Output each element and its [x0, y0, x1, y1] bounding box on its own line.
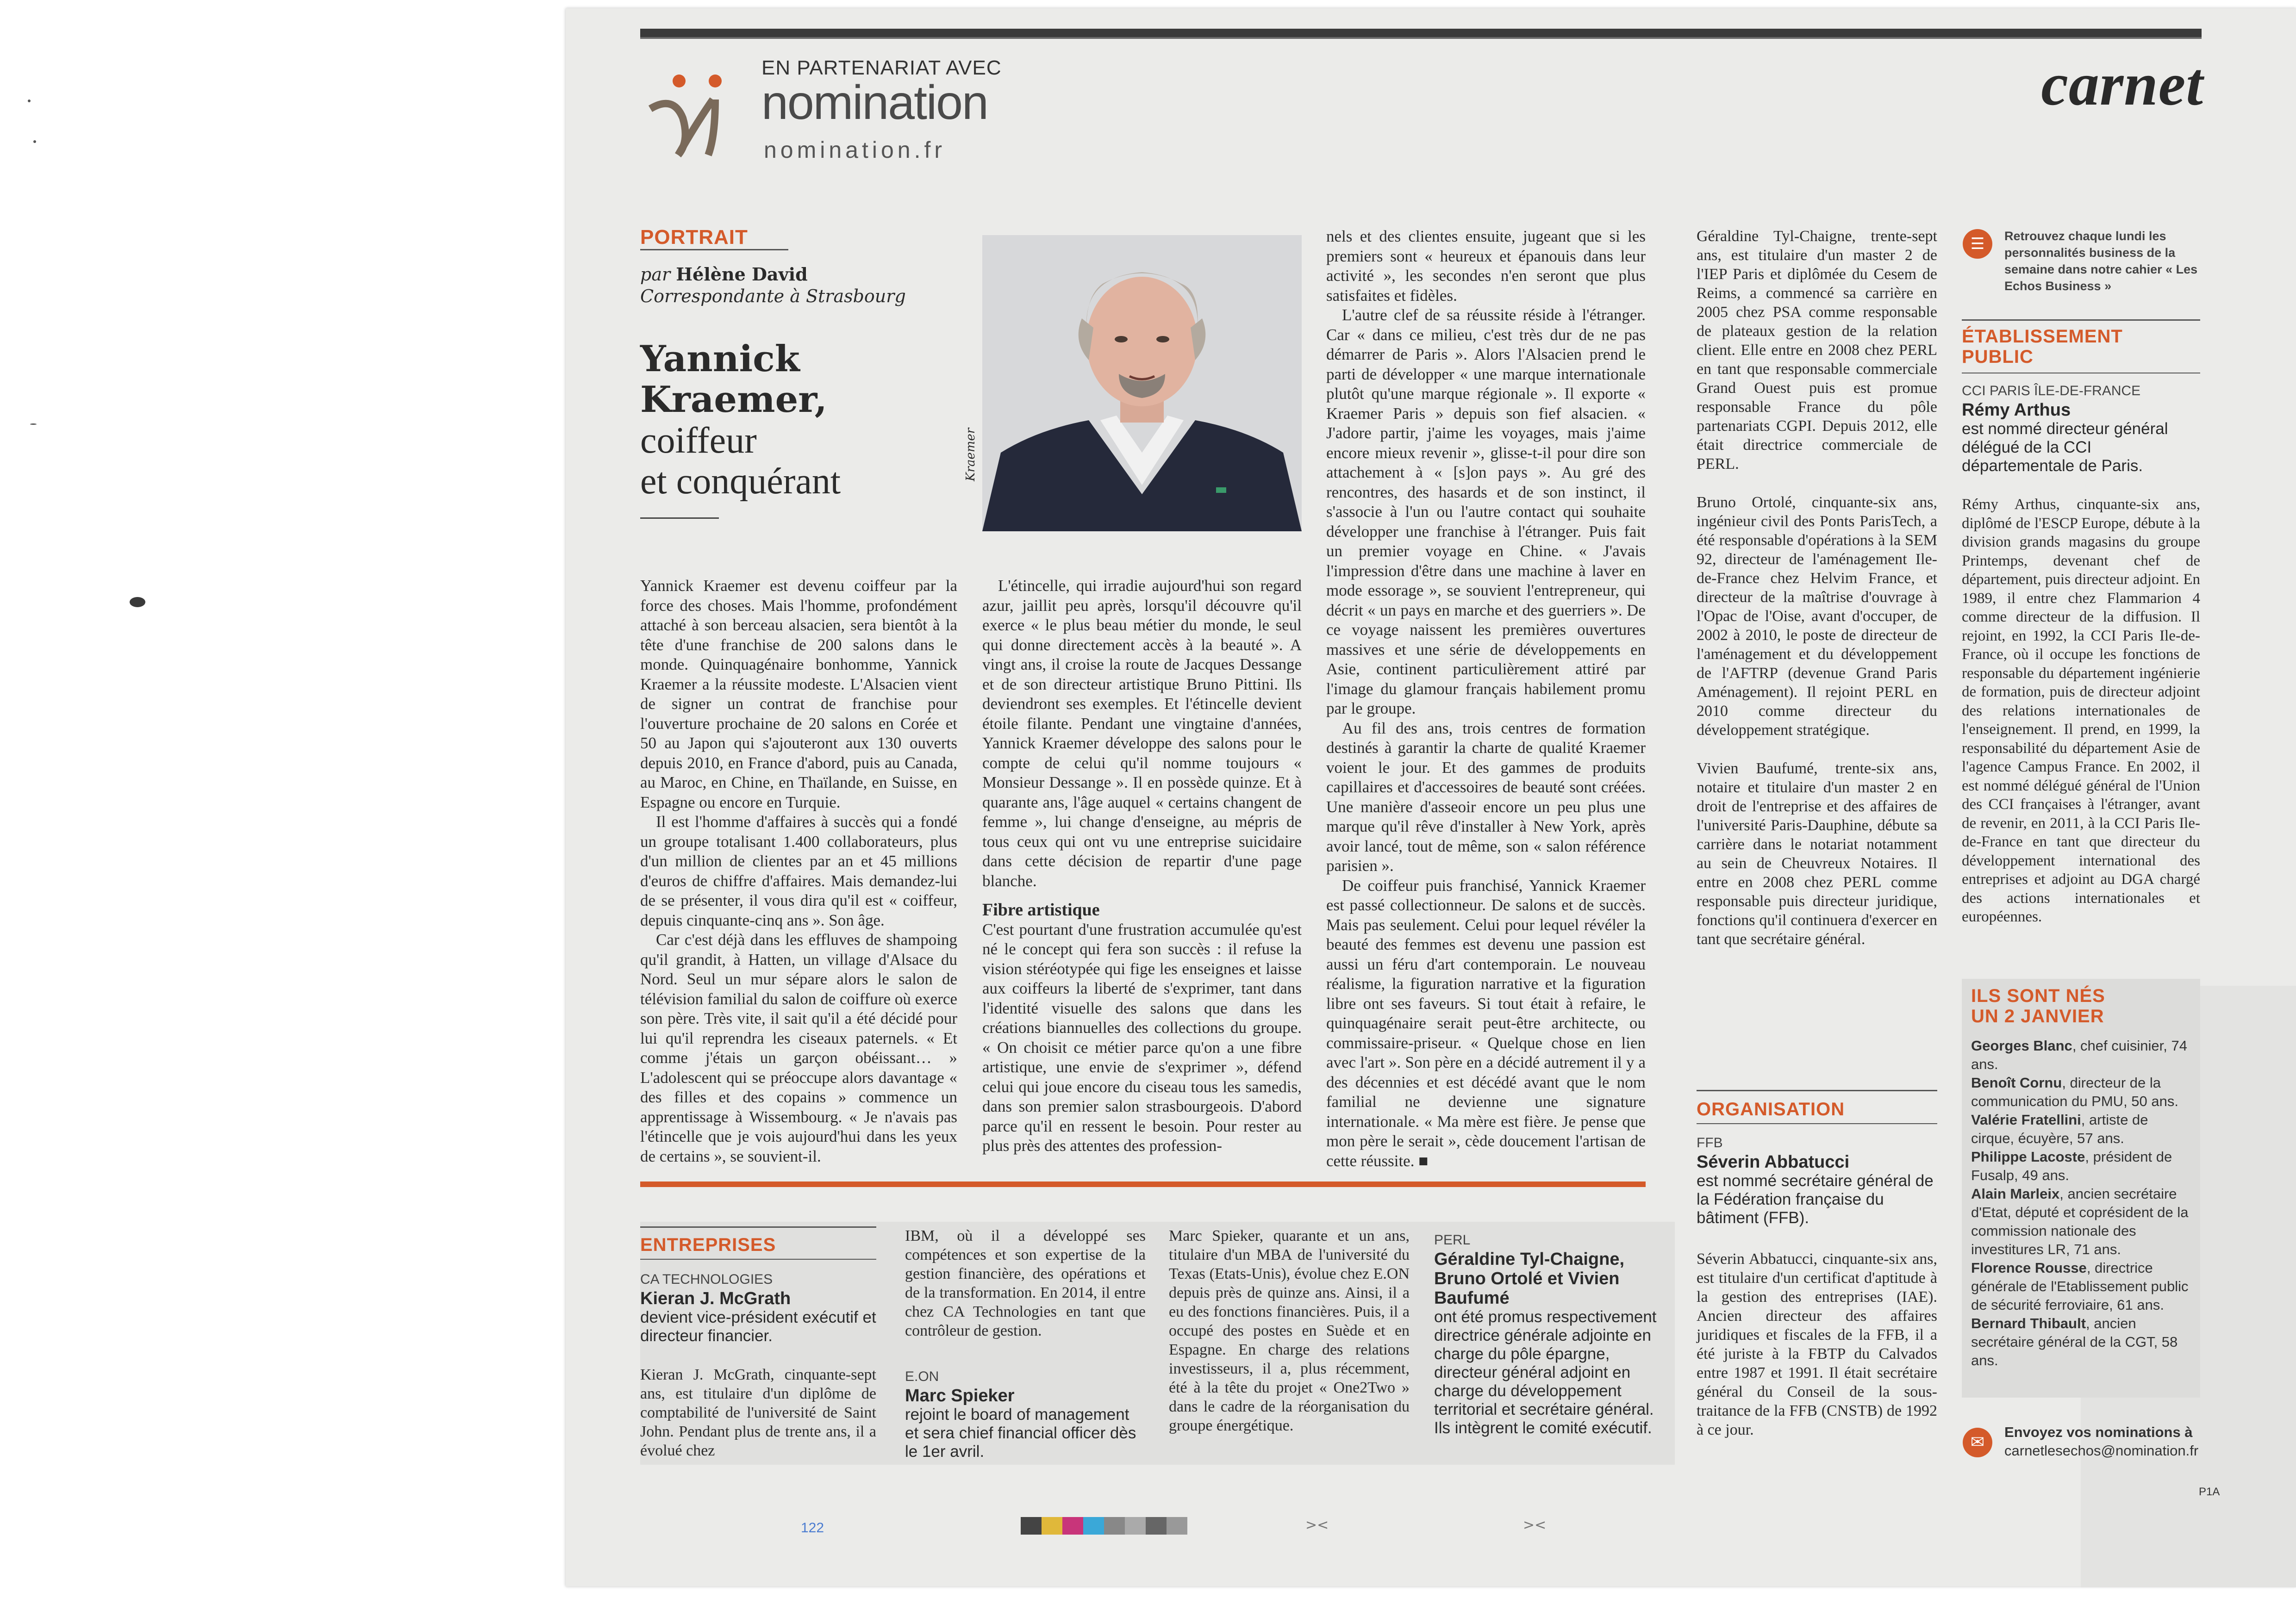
paragraph: De coiffeur puis franchisé, Yannick Kraemer est passé collectionneur. De salons et de succès. Mais pas seulement. Celui pour lequel révéler la beauté des femmes est devenu une passion est aussi un féru d'art contemporain. Le nouveau réalisme, la figuration narrative et la figuration libre ont ses faveurs. Si tout était à refaire, le quinquagénaire serait peut-être architecte, ou commissaire-priseur. « Quelque chose en lien avec l'art ». Son père en a décidé autrement il y a des décennies et est décédé avant que le nom familial ne devienne une signature internationale. « Ma mère est fière. Je pense que mon père le serait », cède doucement l'artisan de cette réussite. ■ — [1326, 876, 1646, 1170]
paragraph: IBM, où il a développé ses compétences et son expertise de la gestion financière, des opérations et de la transformation. En 2014, il entre chez CA Technologies en tant que contrôleur de gestion. — [905, 1227, 1146, 1339]
organisation-who: Séverin Abbatucci — [1697, 1152, 1850, 1172]
section-divider-bar — [640, 1181, 1646, 1187]
birth-entry — [1971, 1314, 2193, 1370]
article-headline — [640, 339, 899, 502]
entreprises-kicker: ENTREPRISES — [640, 1235, 776, 1255]
portrait-kicker: PORTRAIT — [640, 226, 748, 249]
birth-entry — [1971, 1185, 2193, 1259]
registration-mark: >< — [1523, 1517, 1547, 1533]
etab-lead-text: est nommé directeur général délégué de la CCI départementale de Paris. — [1962, 420, 2168, 475]
byline-role: Correspondante à Strasbourg — [640, 286, 906, 306]
mail-text — [2004, 1423, 2203, 1460]
entreprise-1-who: Kieran J. McGrath — [640, 1289, 791, 1308]
logo-wordmark: nomination — [761, 76, 988, 130]
birth-name: Alain Marleix — [1971, 1186, 2060, 1202]
paragraph: Il est l'homme d'affaires à succès qui a fondé un groupe totalisant 1.400 collaborateurs, plus d'un million de clientes par an et 45 millions d'euros de chiffre d'affaires. Mais demandez-lui de se présenter, il vous dira qu'il est « coiffeur, depuis cinquante-cinq ans ». Son âge. — [640, 813, 957, 929]
births-kicker — [1971, 986, 2105, 1026]
organisation-lead — [1697, 1134, 1937, 1227]
header-rule — [640, 37, 2202, 39]
color-swatch — [1083, 1517, 1104, 1535]
paragraph: Car c'est déjà dans les effluves de shampoing qu'il grandit, à Hatten, un village d'Alsace du Nord. Seul un mur sépare alors le salon de télévision familial du salon de coiffure où exerce son père. Très vite, il sait qu'il a été décidé pour lui qu'il reprendra les ciseaux paternels. « Et comme j'étais un garçon obéissant… » L'adolescent qui se préoccupe alors davantage « des filles et des copains » commence un apprentissage à Wissembourg. « Je n'avais pas l'étincelle que je vois aujourd'hui dans les yeux de certains », se souvient-il. — [640, 931, 957, 1165]
etab-kicker-line-2: PUBLIC — [1962, 347, 2034, 367]
organisation-lead-text: est nommé secrétaire général de la Fédération française du bâtiment (FFB). — [1697, 1172, 1934, 1227]
birth-desc: , artiste de cirque, écuyère, 57 ans. — [1971, 1112, 2148, 1146]
byline-author: Hélène David — [676, 264, 808, 285]
entreprises-rule — [640, 1226, 876, 1228]
birth-entry — [1971, 1111, 2193, 1148]
paragraph: Kieran J. McGrath, cinquante-sept ans, est titulaire d'un diplôme de comptabilité de l'université de Saint John. Pendant plus de trente ans, il a évolué chez — [640, 1366, 876, 1459]
birth-desc: , chef cuisinier, 74 ans. — [1971, 1038, 2187, 1072]
entreprise-1-org: CA TECHNOLOGIES — [640, 1272, 773, 1287]
birth-entry — [1971, 1037, 2193, 1074]
color-swatch — [1062, 1517, 1083, 1535]
print-color-bar — [1021, 1517, 1187, 1535]
dust-speck — [30, 423, 37, 425]
birth-desc: , directrice générale de l'Etablissement public de sécurité ferroviaire, 61 ans. — [1971, 1260, 2189, 1313]
color-swatch — [1167, 1517, 1187, 1535]
paragraph: Rémy Arthus, cinquante-six ans, diplômé de l'ESCP Europe, débute à la division grands magasins du groupe Printemps, devenant chef de département, puis directeur adjoint. En 1989, il entre chez Flammarion 4 comme directeur de la diffusion. Il rejoint, en 1992, la CCI Paris Ile-de-France, où il occupe les fonctions de responsable du département ingénierie de formation, puis de directeur adjoint des relations internationales de l'enseignement. Il prend, en 1999, la responsabilité du département Asie de l'agence Campus France. En 2002, il est nommé délégué général de l'Union des CCI françaises à l'étranger, avant de revenir, en 2011, à la CCI Paris Ile-de-France en tant que directeur du développement international des entreprises et adjoint au DGA chargé des actions internationales et européennes. — [1962, 496, 2200, 925]
etab-org: CCI PARIS ÎLE-DE-FRANCE — [1962, 383, 2141, 398]
paragraph: Séverin Abbatucci, cinquante-six ans, est titulaire d'un certificat d'aptitude à la gestion des entreprises (IAE). Ancien directeur des affaires juridiques et fiscales de la FFB, il a été juriste à la FBTP du Calvados entre 1987 et 1991. Il était secrétaire général du Conseil de la sous-traitance de la FFB (CNSTB) de 1992 à ce jour. — [1697, 1250, 1937, 1438]
entreprise-3-lead — [1434, 1231, 1668, 1437]
birth-desc: , directeur de la communication du PMU, 50 ans. — [1971, 1075, 2178, 1109]
birth-name: Florence Rousse — [1971, 1260, 2087, 1276]
mail-address[interactable]: carnetlesechos@nomination.fr — [2004, 1443, 2199, 1459]
etab-kicker-line-1: ÉTABLISSEMENT — [1962, 326, 2123, 347]
dust-speck — [130, 597, 145, 607]
photo-credit: Kraemer — [964, 428, 978, 481]
etab-kicker — [1962, 326, 2123, 367]
color-swatch — [1146, 1517, 1167, 1535]
entreprise-1-lead-text: devient vice-président exécutif et directeur financier. — [640, 1308, 876, 1345]
logo-url: nomination.fr — [764, 137, 946, 163]
registration-mark: >< — [1305, 1517, 1329, 1533]
entreprise-3-org: PERL — [1434, 1232, 1471, 1248]
header-top-rule — [640, 29, 2202, 37]
births-kicker-line-2: UN 2 JANVIER — [1971, 1006, 2104, 1026]
organisation-kicker-rule — [1697, 1123, 1937, 1124]
paragraph: Vivien Baufumé, trente-six ans, notaire et titulaire d'un master 2 en droit de l'entreprise et des affaires de l'université Paris-Dauphine, débute sa carrière dans le notariat notamment au sein de Cheuvreux Notaires. Il entre en 2008 chez PERL comme responsable puis directeur juridique, fonctions qu'il continuera d'exercer en tant que secrétaire général. — [1697, 760, 1937, 948]
mail-title: Envoyez vos nominations à — [2004, 1424, 2193, 1440]
headline-line-3: et conquérant — [640, 461, 841, 502]
article-column-1 — [640, 576, 957, 1166]
organisation-body — [1697, 1250, 1937, 1439]
etab-body — [1962, 495, 2200, 927]
birth-name: Georges Blanc — [1971, 1038, 2072, 1054]
paragraph: Yannick Kraemer est devenu coiffeur par la force des choses. Mais l'homme, profondément attaché à son berceau alsacien, sera bientôt à la tête d'une franchise de 200 salons dans le monde. Quinquagénaire bonhomme, Yannick Kraemer a la réussite modeste. L'Alsacien vient de signer un contrat de franchise pour l'ouverture prochaine de 20 salons en Corée et 50 au Japon qui s'ajouteront aux 130 ouverts depuis 2010, en France d'abord, puis au Canada, au Maroc, en Chine, en Thaïlande, en Suisse, en Espagne ou encore en Turquie. — [640, 577, 957, 811]
birth-name: Philippe Lacoste — [1971, 1149, 2085, 1165]
organisation-kicker: ORGANISATION — [1697, 1099, 1845, 1119]
page-number: 122 — [801, 1520, 824, 1536]
entreprise-2-lead-text: rejoint le board of management et sera chief financial officer dès le 1er avril. — [905, 1405, 1136, 1461]
subheading: Fibre artistique — [982, 900, 1100, 920]
color-swatch — [1021, 1517, 1042, 1535]
paragraph: nels et des clientes ensuite, jugeant que si les premiers sont « heureux et épanouis dans leur activité », les secondes n'en seront que plus satisfaites et fidèles. — [1326, 227, 1646, 305]
entreprise-1-body-cont — [905, 1226, 1146, 1340]
envelope-icon: ✉ — [1963, 1428, 1992, 1457]
portrait-photo — [982, 235, 1302, 531]
paragraph: Bruno Ortolé, cinquante-six ans, ingénieur civil des Ponts ParisTech, a été responsable d'opérations à la SEM 92, directeur de l'aménagement Ile-de-France chez Helvim France, et directeur de la maîtrise d'ouvrage à l'Opac de l'Oise, avant d'occuper, de 2002 à 2010, le poste de directeur de l'aménagement et du développement de l'AFTRP (devenue Grand Paris Aménagement). Il rejoint PERL en 2010 comme directeur du développement stratégique. — [1697, 494, 1937, 739]
birth-entry — [1971, 1148, 2193, 1185]
folio: P1A — [2199, 1486, 2220, 1498]
etab-who: Rémy Arthus — [1962, 400, 2071, 420]
entreprise-3-lead-text: ont été promus respectivement directrice générale adjointe en charge du pôle épargne, directeur général adjoint en charge du développement territorial et secrétaire général. Ils intègrent le comité exécutif. — [1434, 1308, 1657, 1437]
births-list — [1971, 1037, 2193, 1370]
appointments-column — [1697, 227, 1937, 949]
birth-desc: , ancien secrétaire général de la CGT, 58 ans. — [1971, 1315, 2178, 1368]
paragraph: L'étincelle, qui irradie aujourd'hui son regard azur, jaillit peu après, lorsqu'il découvre qu'il exerce « le plus beau métier du monde, le seul qui donne directement accès à la beauté ». A vingt ans, il croise la route de Jacques Dessange et de son directeur artistique Bruno Pittini. Ils deviendront ses exemples. Et l'étincelle devient étoile filante. Pendant une vingtaine d'années, Yannick Kraemer développe des salons pour le compte de celui qu'il nomme toujours « Monsieur Dessange ». Il en possède quinze. Et à quarante ans, l'âge auquel « certains changent de femme », lui change d'enseigne, au mépris de tous ceux qui ont vu une entreprise suicidaire dans cette décision de repartir d'une page blanche. — [982, 577, 1302, 890]
headline-line-2: coiffeur — [640, 420, 757, 461]
byline — [640, 264, 808, 285]
byline-prefix: par — [640, 264, 671, 285]
portrait-photo-illustration — [982, 235, 1302, 531]
paragraph: C'est pourtant d'une frustration accumulée qu'est né le concept qui fera son succès : il refuse la vision stéréotypée qui fige les enseignes et laisse aux coiffeurs la liberté de s'exprimer, tant dans l'identité visuelle des salons que dans les créations biannuelles des collections du groupe. « On choisit ce métier parce qu'on a une fibre artistique, une envie de s'exprimer », défend celui qui joue encore du ciseau tous les samedis, dans son premier salon strasbourgeois. D'abord parce qu'il en ressent le besoin. Pour rester au plus près des attentes des profession- — [982, 920, 1302, 1155]
etab-rule — [1962, 319, 2200, 321]
entreprise-2-lead — [905, 1368, 1146, 1461]
entreprise-1-body — [640, 1365, 876, 1460]
paragraph: Marc Spieker, quarante et un ans, titulaire d'un MBA de l'université du Texas (Etats-Unis), évolue chez E.ON depuis près de quinze ans. Ainsi, il a eu des fonctions financières. Puis, il a occupé des postes en Suède et en Espagne. En charge des relations investisseurs, il a, plus récemment, été à la tête du projet « One2Two » dans le cadre de la réorganisation du groupe énergétique. — [1169, 1227, 1410, 1434]
headline-name: Yannick Kraemer, — [640, 338, 827, 421]
birth-desc: , ancien secrétaire d'Etat, député et coprésident de la commission nationale des investitures LR, 71 ans. — [1971, 1186, 2189, 1257]
organisation-rule — [1697, 1090, 1937, 1091]
birth-entry — [1971, 1259, 2193, 1314]
color-swatch — [1125, 1517, 1146, 1535]
paragraph: L'autre clef de sa réussite réside à l'étranger. Car « dans ce milieu, c'est très dur de ne pas démarrer de Paris ». Alors l'Alsacien prend le parti de développer « une marque internationale plutôt qu'une marque régionale ». Il exporte « Kraemer Paris » depuis son fief alsacien. « J'adore partir, j'aime les voyages, mais j'aime encore mieux revenir », glisse-t-il pour dire son attachement à « [s]on pays ». Au gré des rencontres, des hasards et de son instinct, il s'associe à l'un ou l'autre contact qui souhaite développer une franchise à l'étranger. Puis fait un premier voyage en Chine. « J'avais l'impression d'être dans une machine à laver en mode essorage », se souvient l'entrepreneur, qui décrit « un pays en marche et des guerriers ». De ce voyage naissent les premières ouvertures massives et une série de développements en Asie, continent particulièrement attiré par l'image du glamour français habilement promu par le groupe. — [1326, 306, 1646, 717]
article-column-2 — [982, 576, 1302, 1156]
entreprise-2-body — [1169, 1226, 1410, 1435]
paragraph: Géraldine Tyl-Chaigne, trente-sept ans, est titulaire d'un master 2 de l'IEP Paris et diplômée du Cesem de Reims, a commencé sa carrière en 2005 chez PSA comme responsable de plateaux gestion de la relation client. Elle entre en 2008 chez PERL en tant que responsable commerciale Grand Ouest puis est promue responsable France du pôle partenariats CGPI. Depuis 2012, elle était directrice commerciale de PERL. — [1697, 228, 1937, 473]
dust-speck — [28, 99, 31, 102]
etab-lead — [1962, 382, 2200, 475]
entreprise-3-who: Géraldine Tyl-Chaigne, Bruno Ortolé et Vivien Baufumé — [1434, 1250, 1625, 1308]
organisation-org: FFB — [1697, 1135, 1723, 1150]
entreprise-2-org: E.ON — [905, 1369, 939, 1384]
birth-name: Bernard Thibault — [1971, 1315, 2086, 1331]
dust-speck — [33, 140, 36, 143]
nomination-logo-icon — [646, 67, 757, 160]
headline-rule — [640, 517, 719, 519]
entreprise-1-lead — [640, 1270, 876, 1345]
article-column-3 — [1326, 227, 1646, 1171]
birth-name: Benoît Cornu — [1971, 1075, 2062, 1091]
book-icon: ☰ — [1963, 229, 1992, 259]
birth-desc: , président de Fusalp, 49 ans. — [1971, 1149, 2172, 1183]
portrait-kicker-rule — [640, 249, 788, 250]
color-swatch — [1042, 1517, 1062, 1535]
promo-text: Retrouvez chaque lundi les personnalités business de la semaine dans notre cahier « Les Echos Business » — [2004, 229, 2198, 293]
entreprises-kicker-rule — [640, 1259, 876, 1260]
partner-label: EN PARTENARIAT AVEC — [761, 56, 1002, 79]
section-title: carnet — [2041, 50, 2203, 118]
entreprise-2-who: Marc Spieker — [905, 1386, 1015, 1405]
births-kicker-line-1: ILS SONT NÉS — [1971, 986, 2105, 1006]
color-swatch — [1104, 1517, 1125, 1535]
birth-entry — [1971, 1074, 2193, 1111]
paragraph: Au fil des ans, trois centres de formation destinés à garantir la charte de qualité Kraemer voient le jour. Et des gammes de produits capillaires et d'accessoires de beauté sont créées. Une manière d'asseoir encore un peu plus une marque qu'il rêve d'installer à New York, après avoir lancé, tout de même, son « salon référence parisien ». — [1326, 719, 1646, 875]
birth-name: Valérie Fratellini — [1971, 1112, 2081, 1128]
